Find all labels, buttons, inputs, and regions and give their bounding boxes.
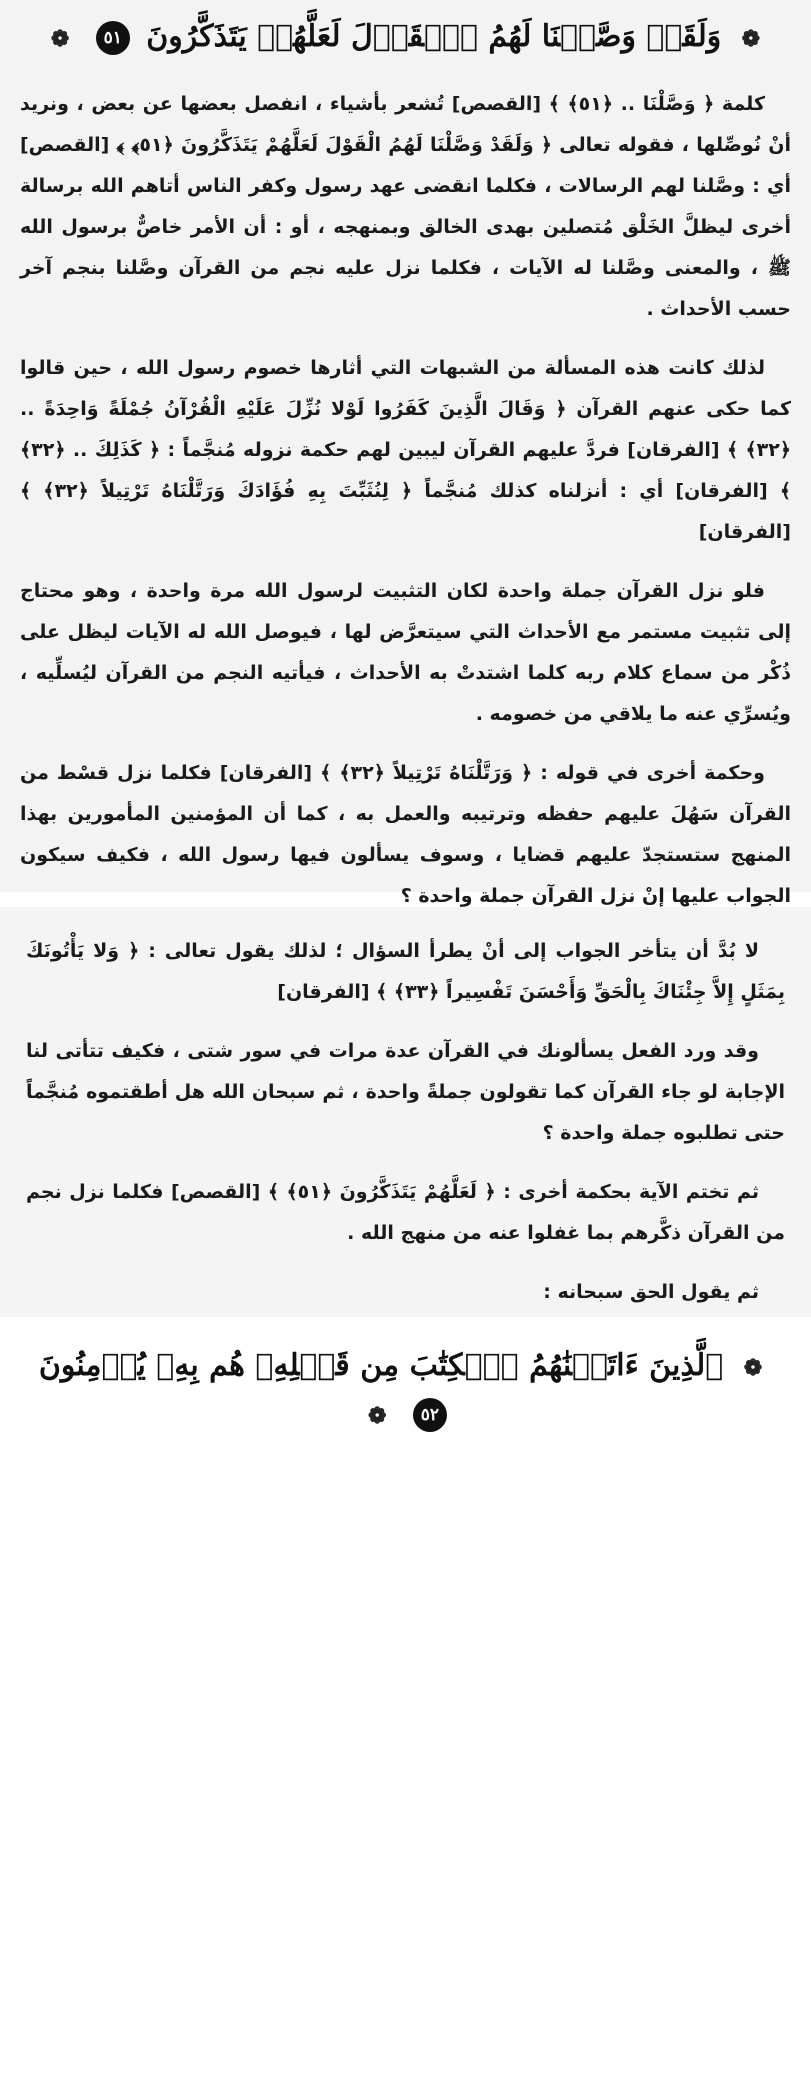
verse-text: ٱلَّذِينَ ءَاتَيۡنَٰهُمُ ٱلۡكِتَٰبَ مِن قَبۡلِهِۦ هُم بِهِۦ يُؤۡمِنُونَ <box>38 1348 724 1383</box>
paragraph: لذلك كانت هذه المسألة من الشبهات التي أثارها خصوم رسول الله ، حين قالوا كما حكى عنهم القرآن ﴿ وَقَالَ الَّذِينَ كَفَرُوا لَوْلا نُزِّلَ عَلَيْهِ الْقُرْآنُ جُمْلَةً وَاحِدَةً .. ﴿٣٢﴾ ﴾ [الفرقان] فردَّ عليهم القرآن ليبين لهم حكمة نزوله مُنجَّماً : ﴿ كَذَلِكَ .. ﴿٣٢﴾ ﴾ [الفرقان] أي : أنزلناه كذلك مُنجَّماً ﴿ لِنُثَبِّتَ بِهِ فُؤَادَكَ وَرَتَّلْنَاهُ تَرْتِيلاً ﴿٣٢﴾ ﴾ [الفرقان] <box>20 357 791 543</box>
paragraph: ثم تختم الآية بحكمة أخرى : ﴿ لَعَلَّهُمْ يَتَذَكَّرُونَ ﴿٥١﴾ ﴾ [القصص] فكلما نزل نجم من القرآن ذكَّرهم بما غفلوا عنه من منهج الله . <box>26 1181 785 1244</box>
paragraph: ثم يقول الحق سبحانه : <box>543 1281 759 1303</box>
page-one <box>0 0 811 907</box>
ornament-icon: ❁ <box>368 1403 387 1429</box>
verse-text: وَلَقَدۡ وَصَّلۡنَا لَهُمُ ٱلۡقَوۡلَ لَعَلَّهُمۡ يَتَذَكَّرُونَ <box>146 19 722 54</box>
paragraph: كلمة ﴿ وَصَّلْنَا .. ﴿٥١﴾ ﴾ [القصص] تُشعر بأشياء ، انفصل بعضها عن بعض ، ونريد أنْ نُوصِّلها ، فقوله تعالى ﴿ وَلَقَدْ وَصَّلْنَا لَهُمُ الْقَوْلَ لَعَلَّهُمْ يَتَذَكَّرُونَ ﴿٥١﴾ ﴾ [القصص] أي : وصَّلنا لهم الرسالات ، فكلما انقضى عهد رسول وكفر الناس أتاهم الله برسالة أخرى ليظلَّ الخَلْق مُتصلين بهدى الخالق وبمنهجه ، أو : أن الأمر خاصٌّ برسول الله ﷺ ، والمعنى وصَّلنا له الآيات ، فكلما نزل عليه نجم من القرآن وصَّلنا بنجم آخر حسب الأحداث . <box>20 93 791 320</box>
paragraph: فلو نزل القرآن جملة واحدة لكان التثبيت لرسول الله مرة واحدة ، وهو محتاج إلى تثبيت مستمر مع الأحداث التي سيتعرَّض لها ، فيوصل الله له الآيات ليظل على ذُكْر من سماع كلام ربه كلما اشتدتْ به الأحداث ، فيأتيه النجم من القرآن ليُسلِّيه ، ويُسرِّي عنه ما يلاقي من خصومه . <box>20 580 791 725</box>
ornament-icon: ❁ <box>50 26 70 52</box>
verse-footer <box>26 1343 785 1439</box>
paragraph: وحكمة أخرى في قوله : ﴿ وَرَتَّلْنَاهُ تَرْتِيلاً ﴿٣٢﴾ ﴾ [الفرقان] فكلما نزل قسْط من القرآن سَهُلَ عليهم حفظه وترتيبه والعمل به ، كما أن المؤمنين المأمورين بهذا المنهج ستستجدّ عليهم قضايا ، وسوف يسألون فيها رسول الله ، فكيف سيكون الجواب عليها إنْ نزل القرآن جملة واحدة ؟ <box>20 762 791 907</box>
ornament-icon: ❁ <box>743 1355 763 1381</box>
paragraph: وقد ورد الفعل يسألونك في القرآن عدة مرات في سور شتى ، فكيف تتأتى لنا الإجابة لو جاء القرآن كما تقولون جملةً واحدة ، ثم سبحان الله هل أطقتموه مُنجَّماً حتى تطلبوه جملة واحدة ؟ <box>26 1040 785 1144</box>
verse-header <box>20 14 791 62</box>
ayah-number: ٥١ <box>96 21 130 55</box>
page-two <box>0 907 811 1429</box>
ornament-icon: ❁ <box>741 26 761 52</box>
ayah-number: ٥٢ <box>413 1398 447 1432</box>
paragraph: لا بُدَّ أن يتأخر الجواب إلى أنْ يطرأ السؤال ؛ لذلك يقول تعالى : ﴿ وَلا يَأْتُونَكَ بِمَثَلٍ إِلاَّ جِئْنَاكَ بِالْحَقِّ وَأَحْسَنَ تَفْسِيراً ﴿٣٣﴾ ﴾ [الفرقان] <box>26 940 785 1003</box>
